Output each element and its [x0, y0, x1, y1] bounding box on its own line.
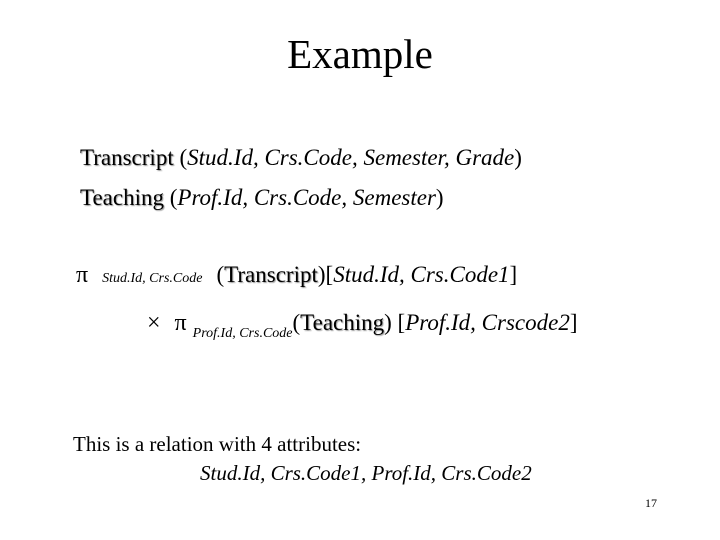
expression-relation: Transcript [224, 262, 318, 287]
slide-title: Example [287, 31, 433, 77]
schema-attributes: Prof.Id, Crs.Code, Semester [177, 185, 436, 210]
schema-teaching: Teaching (Prof.Id, Crs.Code, Semester) [80, 185, 444, 210]
rename-list: Stud.Id, Crs.Code1 [333, 262, 510, 287]
schema-transcript: Transcript (Stud.Id, Crs.Code, Semester, Grade) [80, 145, 522, 170]
expression-line-2: × π $_{Prof.Id, Crs.Code}$(Teaching) [Prof.Id, Crscode2] [147, 310, 578, 341]
note-attributes: Stud.Id, Crs.Code1, Prof.Id, Crs.Code2 [200, 461, 532, 485]
schema-relation-name: Teaching [80, 185, 164, 210]
page-number: 17 [645, 496, 657, 510]
rename-list: Prof.Id, Crscode2 [405, 310, 570, 335]
projection-symbol: π [76, 262, 89, 288]
expression-relation: Teaching [300, 310, 385, 335]
projection-subscript: Stud.Id, Crs.Code [102, 271, 203, 286]
schema-relation-name: Transcript [80, 145, 174, 170]
projection-subscript: Prof.Id, Crs.Code [192, 326, 293, 341]
projection-symbol: π [174, 310, 187, 336]
cross-product-symbol: × [147, 310, 161, 336]
note-text: This is a relation with 4 attributes: [73, 432, 362, 456]
schema-attributes: Stud.Id, Crs.Code, Semester, Grade [187, 145, 515, 170]
expression-line-1: π Stud.Id, Crs.Code (Transcript)[Stud.Id, Crs.Code1] [76, 262, 518, 288]
